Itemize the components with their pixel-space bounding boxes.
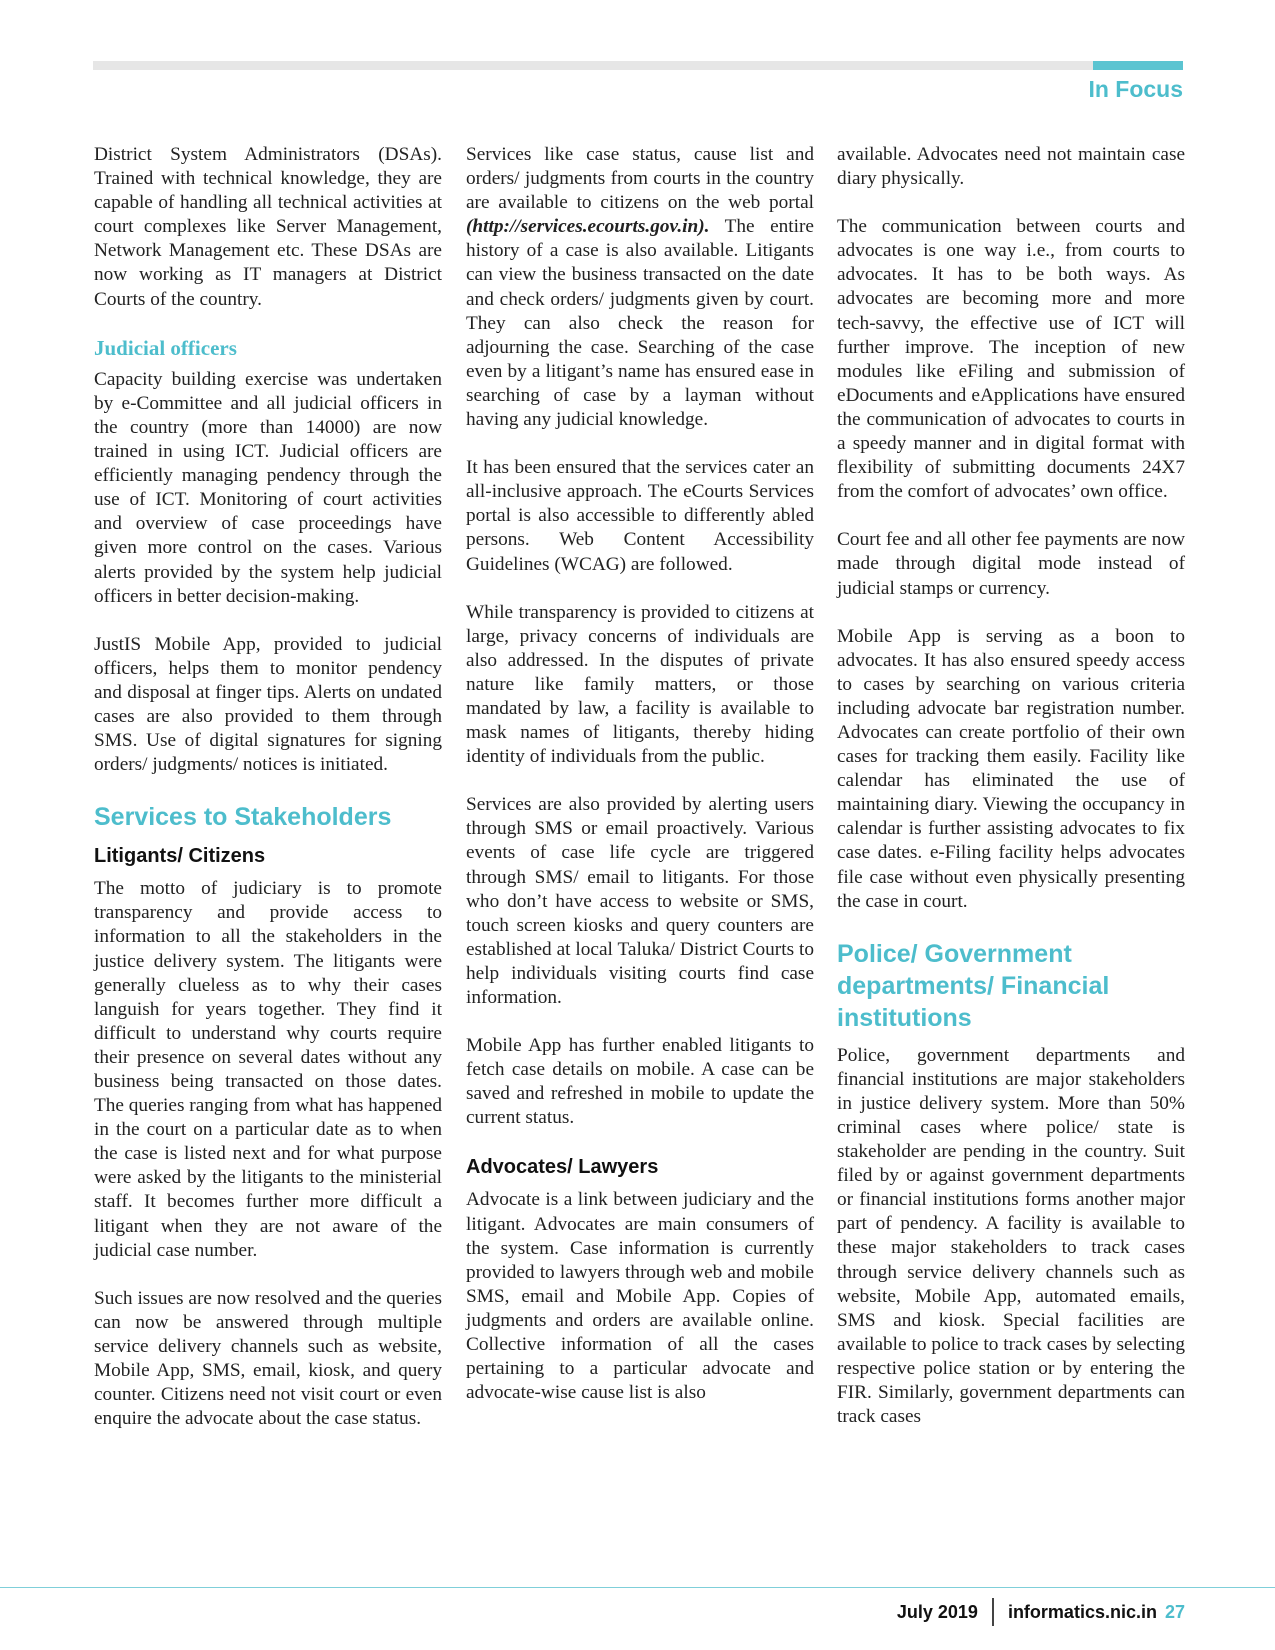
footer-rule — [0, 1587, 1275, 1588]
footer-date: July 2019 — [896, 1601, 978, 1622]
section-tag: In Focus — [1088, 76, 1183, 102]
column-3 — [837, 143, 1185, 1429]
paragraph: available. Advocates need not maintain case diary physically. — [837, 144, 1185, 190]
paragraph: Court fee and all other fee payments are now made through digital mode instead of judicial stamps or currency. — [837, 529, 1185, 599]
paragraph: JustIS Mobile App, provided to judicial officers, helps them to monitor pendency and disposal at finger tips. Alerts on undated cases are also provided to them through SMS. Use of digital signatures for signing orders/ judgments/ notices is initiated. — [94, 633, 442, 776]
paragraph: Mobile App has further enabled litigants to fetch case details on mobile. A case can be saved and refreshed in mobile to update the current status. — [466, 1035, 814, 1129]
column-1 — [94, 143, 442, 1431]
footer-separator — [992, 1598, 994, 1626]
paragraph: District System Administrators (DSAs). Trained with technical knowledge, they are capable of handling all technical activities at court complexes like Server Management, Network Management etc. These DSAs are now working as IT managers at District Courts of the country. — [94, 144, 442, 310]
paragraph — [466, 143, 814, 432]
paragraph: Mobile App is serving as a boon to advocates. It has also ensured speedy access to cases by searching on various criteria including advocate bar registration number. Advocates can create portfolio of their own cases for tracking them easily. Facility like calendar has eliminated the use of maintaining diary. Viewing the occupancy in calendar is further assisting advocates to fix case dates. e-Filing facility helps advocates file case without even physically presenting the case in court. — [837, 625, 1185, 912]
paragraph: Police, government departments and financial institutions are major stakeholders in justice delivery system. More than 50% criminal cases where police/ state is stakeholder are pending in the country. Suit filed by or against government departments or financial institutions forms another major part of pendency. A facility is available to these major stakeholders to track cases through service delivery channels such as website, Mobile App, automated emails, SMS and kiosk. Special facilities are available to police to track cases by selecting respective police station or by entering the FIR. Similarly, government departments can track cases — [837, 1044, 1185, 1428]
text-span: Services like case status, cause list and orders/ judgments from courts in the country are available to citizens on the web portal — [466, 144, 814, 214]
footer-site[interactable]: informatics.nic.in — [1007, 1601, 1157, 1622]
heading-litigants-citizens: Litigants/ Citizens — [94, 845, 266, 868]
paragraph: While transparency is provided to citizens at large, privacy concerns of individuals are also addressed. In the disputes of private nature like family matters, or those mandated by law, a facility is available to mask names of litigants, thereby hiding identity of individuals from the public. — [466, 601, 814, 768]
ecourts-url-link[interactable]: (http://services.ecourts.gov.in). — [466, 216, 710, 238]
paragraph: The communication between courts and advocates is one way i.e., from courts to advocates. It has to be both ways. As advocates are becoming more and more tech-savvy, the effective use of ICT will further improve. The inception of new modules like eFiling and submission of eDocuments and eApplications have ensured the communication of advocates to courts in a speedy manner and in digital format with flexibility of submitting documents 24X7 from the comfort of advocates’ own office. — [837, 216, 1185, 503]
header-accent-bar — [1093, 61, 1183, 70]
heading-judicial-officers: Judicial officers — [94, 335, 237, 360]
paragraph: The motto of judiciary is to promote transparency and provide access to information to all the stakeholders in the justice delivery system. The litigants were generally clueless as to why their cases languish for years together. They find it difficult to understand why courts require their presence on several dates without any business being transacted on those dates. The queries ranging from what has happened in the court on a particular date as to when the case is listed next and for what purpose were asked by the litigants to the ministerial staff. It becomes further more difficult a litigant when they are not aware of the judicial case number. — [94, 878, 443, 1261]
paragraph: Advocate is a link between judiciary and the litigant. Advocates are main consumers of the system. Case information is currently provided to lawyers through web and mobile SMS, email and Mobile App. Copies of judgments and orders are available online. Collective information of all the cases pertaining to a particular advocate and advocate-wise cause list is also — [466, 1189, 814, 1404]
text-span: The entire history of a case is also available. Litigants can view the business transacted on the date and check orders/ judgments given by court. They can also check the reason for adjourning the case. Searching of the case even by a litigant’s name has ensured ease in searching of case by a layman without having any judicial knowledge. — [466, 216, 814, 431]
page-number: 27 — [1164, 1601, 1185, 1622]
paragraph: Services are also provided by alerting users through SMS or email proactively. Various events of case life cycle are triggered through SMS/ email to litigants. For those who don’t have access to website or SMS, touch screen kiosks and query counters are established at local Taluka/ District Courts to help individuals visiting courts find case information. — [466, 794, 814, 1008]
heading-advocates-lawyers: Advocates/ Lawyers — [466, 1156, 659, 1179]
heading-police-government: Police/ Government departments/ Financial institutions — [837, 939, 1110, 1032]
footer — [897, 1597, 1185, 1627]
header-rule — [93, 61, 1183, 70]
column-2 — [466, 143, 814, 1405]
paragraph: Such issues are now resolved and the queries can now be answered through multiple service delivery channels such as website, Mobile App, SMS, email, kiosk, and query counter. Citizens need not visit court or even enquire the advocate about the case status. — [94, 1287, 442, 1430]
heading-services-to-stakeholders: Services to Stakeholders — [94, 803, 392, 832]
paragraph: Capacity building exercise was undertaken by e-Committee and all judicial officers in the country (more than 14000) are now trained in using ICT. Judicial officers are efficiently managing pendency through the use of ICT. Monitoring of court activities and overview of case proceedings have given more control on the cases. Various alerts provided by the system help judicial officers in better decision-making. — [94, 368, 442, 607]
paragraph: It has been ensured that the services cater an all-inclusive approach. The eCourts Services portal is also accessible to differently abled persons. Web Content Accessibility Guidelines (WCAG) are followed. — [466, 457, 814, 575]
